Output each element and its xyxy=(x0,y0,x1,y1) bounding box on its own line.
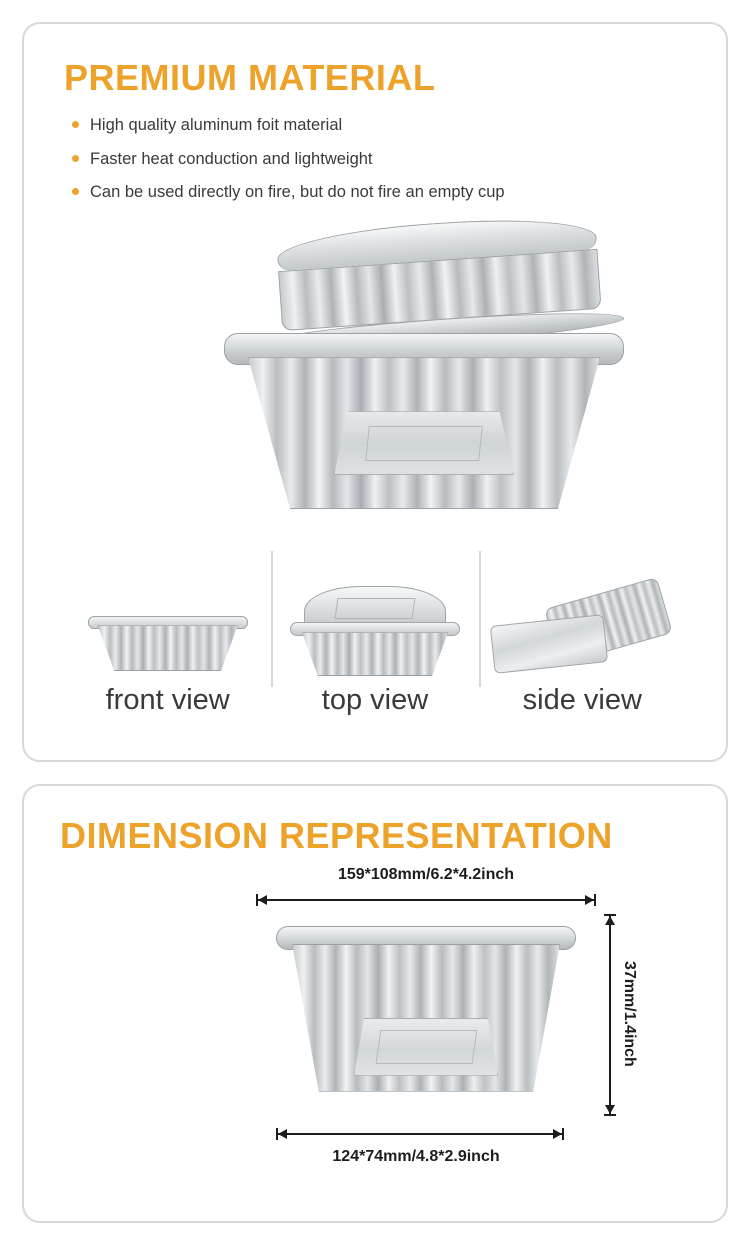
foil-lid-icon xyxy=(276,212,603,344)
bullet-dot-icon xyxy=(72,155,79,162)
arrow-left-icon xyxy=(278,1129,287,1139)
view-label-front: front view xyxy=(105,684,230,717)
view-label-side: side view xyxy=(522,684,642,717)
top-view-art xyxy=(290,586,460,678)
foil-tray-front-icon xyxy=(64,576,271,686)
premium-material-title: PREMIUM MATERIAL xyxy=(64,57,436,98)
arrow-right-icon xyxy=(553,1129,562,1139)
view-label-top: top view xyxy=(321,684,429,717)
view-top xyxy=(271,551,478,721)
front-view-body xyxy=(98,625,238,671)
list-item xyxy=(68,148,686,172)
view-front xyxy=(64,551,271,721)
premium-material-panel xyxy=(22,22,728,762)
material-feature-text: High quality aluminum foit material xyxy=(90,115,343,134)
dimension-bottom-label: 124*74mm/4.8*2.9inch xyxy=(332,1147,500,1165)
bullet-dot-icon xyxy=(72,188,79,195)
arrow-up-icon xyxy=(605,916,615,925)
measure-cap-right xyxy=(594,894,596,906)
arrow-right-icon xyxy=(585,895,594,905)
dimension-tray-inner-bottom xyxy=(354,1018,498,1076)
measure-cap-bottom xyxy=(604,1114,616,1116)
product-views-row xyxy=(64,551,686,721)
dimension-top-measure-line xyxy=(256,894,596,906)
material-feature-text: Can be used directly on fire, but do not fire an empty cup xyxy=(90,183,505,202)
arrow-left-icon xyxy=(258,895,267,905)
foil-tray-side-icon xyxy=(479,576,686,686)
material-feature-text: Faster heat conduction and lightweight xyxy=(90,149,373,168)
top-view-body xyxy=(302,632,448,676)
side-view-art xyxy=(492,590,672,676)
bullet-dot-icon xyxy=(72,121,79,128)
foil-tray-top-icon xyxy=(271,576,478,686)
tray-inner-bottom xyxy=(334,411,514,475)
foil-tray-with-lid-image xyxy=(64,215,686,545)
foil-tray-dimension-image xyxy=(276,926,576,1106)
list-item xyxy=(68,181,686,205)
measure-line xyxy=(256,899,596,901)
material-feature-list xyxy=(64,114,686,206)
measure-cap-right xyxy=(562,1128,564,1140)
dimension-representation-panel xyxy=(22,784,728,1223)
arrow-down-icon xyxy=(605,1105,615,1114)
dimension-top-label: 159*108mm/6.2*4.2inch xyxy=(337,865,515,883)
dimension-height-measure-line xyxy=(604,914,616,1116)
view-side xyxy=(479,551,686,721)
dimension-diagram xyxy=(60,866,690,1166)
dimension-representation-title: DIMENSION REPRESENTATION xyxy=(60,815,613,856)
measure-line xyxy=(276,1133,564,1135)
front-view-art xyxy=(88,616,248,672)
foil-base-tray-icon xyxy=(224,333,624,523)
side-view-front-tray xyxy=(490,615,608,675)
dimension-bottom-measure-line xyxy=(276,1128,564,1140)
dimension-height-label: 37mm/1.4inch xyxy=(621,960,638,1067)
list-item xyxy=(68,114,686,138)
measure-line xyxy=(609,914,611,1116)
